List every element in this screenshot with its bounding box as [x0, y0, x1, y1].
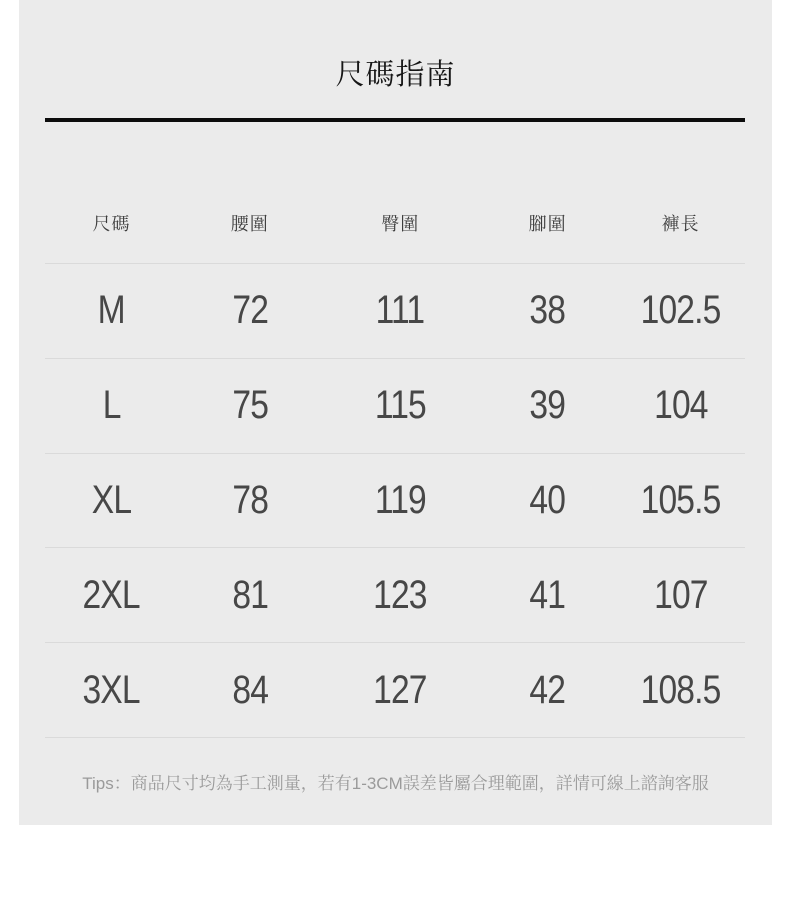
cell-pants-length: 105.5	[640, 477, 721, 522]
cell-waist: 72	[231, 288, 268, 333]
table-header-row	[45, 122, 745, 264]
table-row-l	[45, 359, 745, 454]
column-header-leg-opening: 腳圍	[528, 214, 567, 234]
size-guide-panel	[19, 0, 772, 825]
column-header-size: 尺碼	[92, 214, 131, 234]
table-row-m	[45, 264, 745, 359]
table-row-xl	[45, 454, 745, 549]
size-table	[45, 122, 745, 738]
cell-size: XL	[91, 477, 132, 522]
table-row-2xl	[45, 548, 745, 643]
cell-hip: 111	[375, 288, 425, 333]
cell-leg-opening: 40	[529, 477, 566, 522]
cell-leg-opening: 41	[529, 572, 566, 617]
cell-size: M	[97, 288, 126, 333]
cell-waist: 81	[231, 572, 268, 617]
cell-pants-length: 108.5	[640, 667, 721, 712]
cell-pants-length: 104	[653, 383, 708, 428]
cell-size: 2XL	[82, 572, 141, 617]
cell-pants-length: 102.5	[640, 288, 721, 333]
cell-size: 3XL	[82, 667, 141, 712]
cell-hip: 127	[373, 667, 428, 712]
cell-size: L	[102, 383, 121, 428]
cell-leg-opening: 38	[529, 288, 566, 333]
cell-pants-length: 107	[653, 572, 708, 617]
cell-waist: 75	[231, 383, 268, 428]
cell-hip: 119	[374, 477, 426, 522]
column-header-waist: 腰圍	[230, 214, 269, 234]
page-title: 尺碼指南	[335, 59, 456, 91]
cell-hip: 123	[373, 572, 428, 617]
column-header-hip: 臀圍	[381, 214, 420, 234]
cell-leg-opening: 39	[529, 383, 566, 428]
column-header-pants-length: 褲長	[661, 214, 700, 234]
cell-waist: 78	[231, 477, 268, 522]
table-row-3xl	[45, 643, 745, 738]
cell-hip: 115	[374, 383, 426, 428]
tips-note: Tips：商品尺寸均為手工測量，若有1-3CM誤差皆屬合理範圍，詳情可線上諮詢客服	[82, 773, 709, 793]
cell-waist: 84	[231, 667, 268, 712]
cell-leg-opening: 42	[529, 667, 566, 712]
